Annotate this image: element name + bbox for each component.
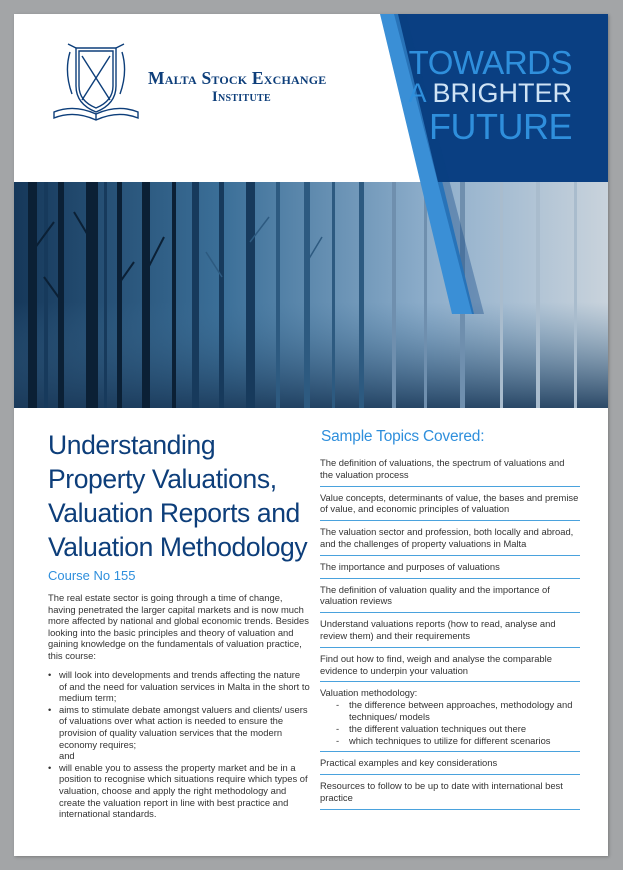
sub-dash: - (336, 722, 340, 734)
slogan-line-1: TOWARDS (408, 44, 572, 81)
topic-item: The definition of valuation quality and the importance of valuation reviews (320, 579, 580, 614)
bullet-dot: • (48, 669, 52, 680)
bullet-item (48, 669, 310, 704)
topic-item: Find out how to find, weigh and analyse the comparable evidence to underpin your valuation (320, 648, 580, 683)
sub-text: which techniques to utilize for different scenarios (349, 734, 551, 746)
topics-heading: Sample Topics Covered: (321, 428, 485, 445)
bullet-text: will enable you to assess the property market and be in a position to recognise which situations require which types of valuation, choose and apply the right methodology and create the valuation report in line with best practice and international standards. (59, 761, 308, 820)
topic-item: Practical examples and key considerations (320, 752, 580, 775)
slogan-word-a: A (408, 78, 425, 108)
topic-item: Resources to follow to be up to date with international best practice (320, 775, 580, 810)
bullet-item (48, 762, 310, 820)
bullet-text: aims to stimulate debate amongst valuers and clients/ users of valuations over what action is needed to ensure the provision of quality valuation services that the modern economy requires; (59, 703, 308, 750)
header (14, 14, 608, 194)
course-title: Understanding Property Valuations, Valuation Reports and Valuation Methodology (48, 430, 308, 562)
slogan-line-2 (408, 80, 572, 107)
slogan-word-brighter: BRIGHTER (432, 78, 572, 108)
bullet-item (48, 704, 310, 750)
bullet-dot: • (48, 703, 52, 715)
brand-name (148, 68, 326, 89)
topics-list (320, 452, 580, 810)
topic-item: The valuation sector and profession, both locally and abroad, and the challenges of property valuations in Malta (320, 521, 580, 556)
methodology-sublist (320, 699, 580, 746)
course-number: Course No 155 (48, 568, 136, 583)
brand-subtitle (212, 89, 271, 106)
topic-methodology-label: Valuation methodology: (320, 687, 418, 699)
topic-item: Value concepts, determinants of value, the bases and premise of value, and economic principles of valuation (320, 487, 580, 522)
sub-text: the different valuation techniques out there (349, 722, 527, 734)
course-bullets (48, 669, 310, 820)
brochure-page (14, 14, 608, 856)
topic-item: The importance and purposes of valuations (320, 556, 580, 579)
sub-item (320, 735, 580, 747)
crest-logo (46, 42, 146, 122)
sub-item (320, 723, 580, 735)
sub-dash: - (336, 734, 340, 746)
topic-item: Understand valuations reports (how to read, analyse and review them) and their requirements (320, 613, 580, 648)
slogan (408, 46, 572, 145)
bullet-text: will look into developments and trends affecting the nature of and the need for valuation services in Malta in the short to medium term; (59, 669, 310, 704)
bullet-dot: • (48, 761, 52, 773)
brand-subtitle-text: Institute (212, 89, 271, 105)
sub-dash: - (336, 699, 340, 711)
slogan-line-3: FUTURE (429, 106, 572, 147)
topic-item-methodology (320, 682, 580, 752)
course-intro: The real estate sector is going through a time of change, having penetrated the larger capital markets and is now much more affected by national and global economic trends. Besides looking into the basic principles and theory of valuation and gaining knowledge on the fundamentals of valuation practice, this course: (48, 592, 309, 661)
topic-item: The definition of valuations, the spectrum of valuations and the valuation process (320, 452, 580, 487)
brand-block (46, 42, 366, 132)
sub-text: the difference between approaches, methodology and techniques/ models (349, 699, 573, 722)
bullet-and: and (59, 750, 75, 762)
brand-name-text: Malta Stock Exchange (148, 68, 327, 88)
sub-item (320, 699, 580, 723)
